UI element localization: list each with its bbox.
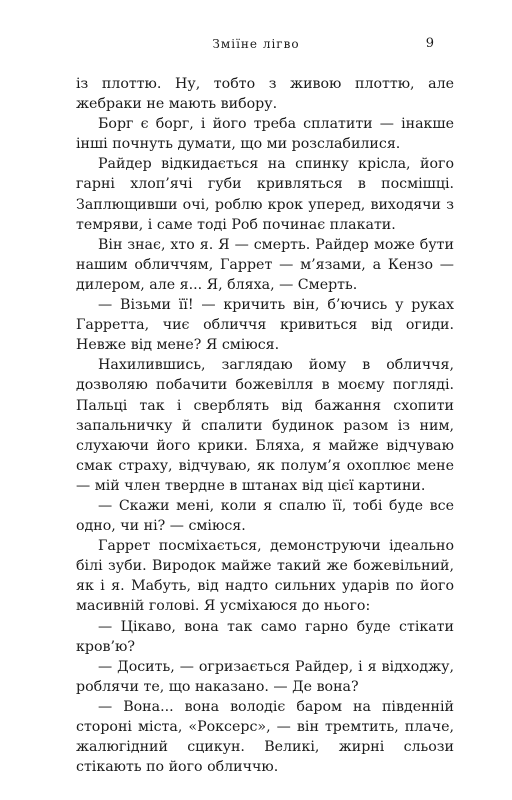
paragraph: — Візьми її! — кричить він, б’ючись у руках Гарретта, чиє обличчя кривиться від огиди. Невже від мене? Я сміюся. [76,297,454,354]
paragraph: Він знає, хто я. Я — смерть. Райдер може бути нашим обличчям, Гаррет — м’язами, а Кензо — дилером, але я... Я, бляха, — Смерть. [76,236,454,293]
paragraph: Райдер відкидається на спинку крісла, його гарні хлоп’ячі губи кривляться в посмішці. Заплющивши очі, роблю крок уперед, виходячи з темряви, і саме тоді Роб починає плакати. [76,156,454,233]
page-number: 9 [425,36,434,51]
paragraph: Борг є борг, і його треба сплатити — інакше інші почнуть думати, що ми розслабилися. [76,116,454,153]
paragraph: — Досить, — огризається Райдер, і я відходжу, роблячи те, що наказано. — Де вона? [76,658,454,695]
running-header [0,36,512,52]
paragraph: Гаррет посміхається, демонструючи ідеально білі зуби. Виродок майже такий же божевільний, як і я. Мабуть, від надто сильних ударів по його масивній голові. Я усміхаюся до нього: [76,538,454,615]
paragraph: — Цікаво, вона так само гарно буде стікати кров’ю? [76,618,454,655]
paragraph: Нахилившись, заглядаю йому в обличчя, дозволяю побачити божевілля в моєму погляді. Пальці так і сверблять від бажання схопити запальничку й спалити будинок разом із ним, слухаючи його крики. Бляха, я майже відчуваю смак страху, відчуваю, як полум’я охоплює мене — мій член твердне в штанах від цієї картини. [76,357,454,494]
running-title: Зміїне лігво [212,37,300,51]
paragraph: — Скажи мені, коли я спалю її, тобі буде все одно, чи ні? — сміюся. [76,497,454,535]
page-text [76,74,454,777]
paragraph: — Вона... вона володіє баром на південній стороні міста, «Роксерс», — він тремтить, плаче, жалюгідний сцикун. Великі, жирні сльози стікають по його обличчю. [76,698,454,776]
paragraph: із плоттю. Ну, тобто з живою плоттю, але жебраки не мають вибору. [76,76,454,113]
